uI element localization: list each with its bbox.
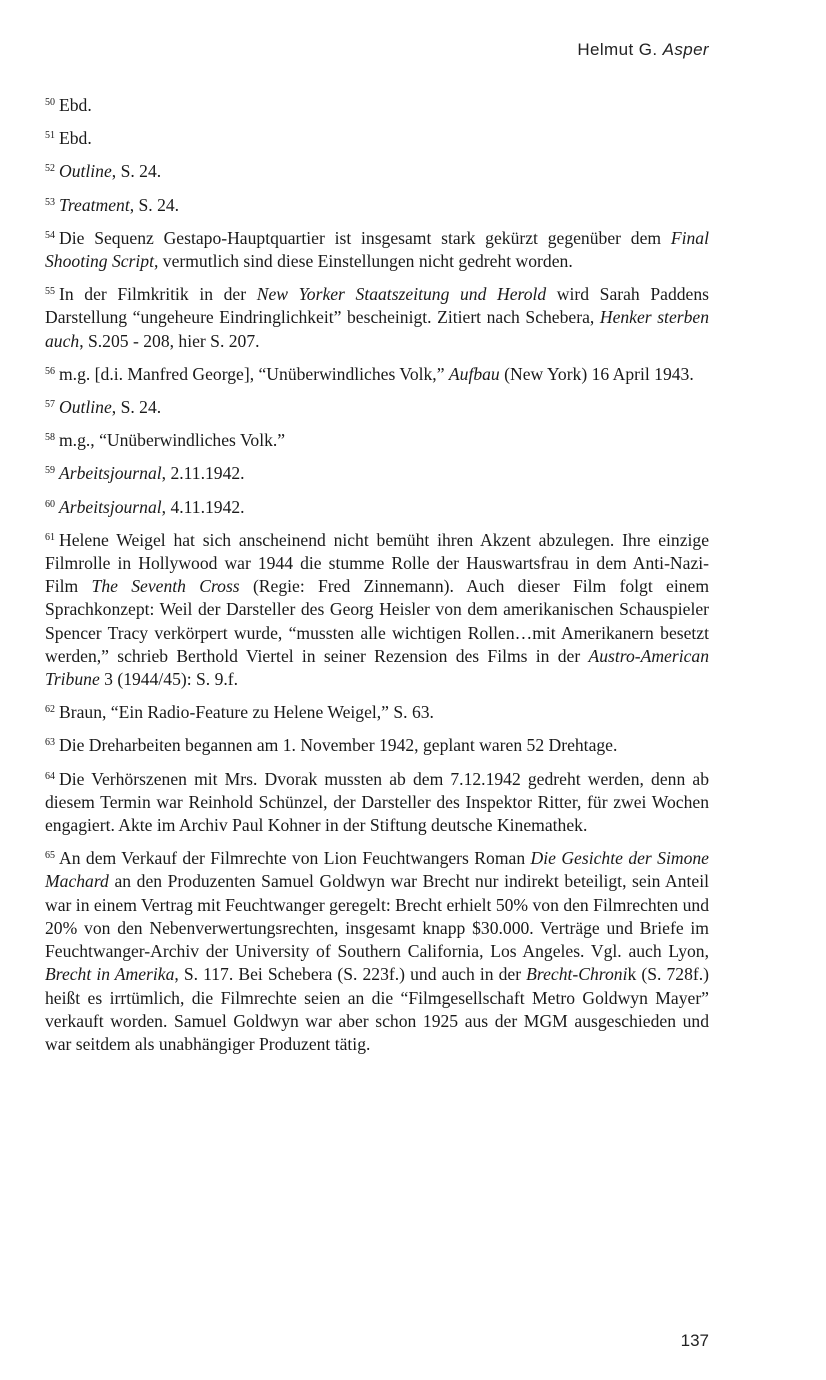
footnote-number: 57 (45, 399, 55, 411)
footnote-number: 51 (45, 130, 55, 142)
footnote-text: , S. 24. (129, 194, 180, 215)
footnote-number: 50 (45, 97, 55, 108)
footnote-65 (45, 847, 709, 1056)
footnote-64 (45, 768, 709, 838)
footnote-text: Ebd. (59, 95, 92, 115)
footnote-text: , S. 24. (111, 161, 162, 182)
footnote-text: , S.205 - 208, hier S. 207. (79, 330, 260, 351)
footnote-53 (45, 194, 709, 217)
footnote-italic-text: Brecht-Chroni (526, 964, 628, 985)
running-head (577, 40, 709, 60)
footnote-number: 53 (45, 196, 55, 208)
footnote-number: 52 (45, 163, 55, 175)
footnote-text: , 2.11.1942. (161, 463, 245, 484)
footnote-text: an den Produzenten Samuel Goldwyn war Brecht nur indirekt beteiligt, sein Anteil war in einem Vertrag mit Feuchtwanger geregelt: Brecht erhielt 50% von den Filmrechten und 20% von den Nebenverwertungsrechten, insgesamt knapp $30.000. Verträge und Briefe im Feuchtwanger-Archiv der University of Southern California, Los Angeles. Vgl. auch Lyon, (45, 871, 709, 962)
footnote-50 (45, 94, 709, 117)
footnote-52 (45, 160, 709, 183)
footnote-text: Die Verhörszenen mit Mrs. Dvorak mussten ab dem 7.12.1942 gedreht werden, denn ab diesem Termin war Reinhold Schünzel, der Darsteller des Inspektor Ritter, für zwei Wochen engagiert. Akte im Archiv Paul Kohner in der Stiftung deutsche Kinemathek. (45, 768, 709, 836)
footnote-italic-text: Aufbau (448, 363, 500, 384)
footnote-text: (Regie: Fred Zinnemann). Auch dieser Film folgt einem Sprachkonzept: Weil der Darsteller des Georg Heisler von dem amerikanischen Schauspieler Spencer Tracy verkörpert wurde, “mussten alle wichtigen Rollen…mit Amerikanern besetzt werden,” schrieb Berthold Viertel in seiner Rezension des Films in der (45, 576, 710, 666)
footnote-text: wird Sarah Paddens Darstellung “ungeheure Eindringlichkeit” bescheinigt. Zitiert nach Schebera, (45, 284, 709, 328)
footnote-text: 3 (1944/45): S. 9.f. (99, 669, 239, 690)
footnote-number: 55 (45, 286, 55, 298)
footnote-text: Braun, “Ein Radio-Feature zu Helene Weigel,” S. 63. (59, 702, 434, 723)
footnote-number: 64 (45, 770, 55, 782)
footnote-number: 65 (45, 850, 55, 862)
footnote-59 (45, 462, 709, 485)
footnote-italic-text: Austro-American Tribune (45, 645, 709, 690)
footnote-number: 60 (45, 498, 55, 510)
footnote-number: 54 (45, 229, 55, 241)
footnote-54 (45, 227, 709, 273)
footnote-number: 58 (45, 432, 55, 444)
footnote-italic-text: The Seventh Cross (91, 576, 240, 597)
footnote-italic-text: Die Gesichte der Simone Machard (45, 848, 709, 892)
footnotes-list (45, 94, 709, 1066)
footnote-text: An dem Verkauf der Filmrechte von Lion Feuchtwangers Roman (59, 848, 531, 869)
footnote-italic-text: Outline (59, 397, 112, 418)
footnote-number: 61 (45, 531, 55, 543)
footnote-italic-text: Henker sterben auch (45, 307, 709, 351)
footnote-number: 62 (45, 704, 55, 716)
footnote-text: Die Dreharbeiten begannen am 1. November 1942, geplant waren 52 Drehtage. (59, 735, 618, 756)
footnote-63 (45, 734, 709, 757)
footnote-italic-text: Final Shooting Script (45, 227, 709, 272)
footnote-italic-text: Arbeitsjournal (59, 463, 162, 484)
footnote-57 (45, 396, 709, 419)
footnote-56 (45, 363, 709, 386)
running-head-author-last: Asper (662, 40, 709, 59)
footnote-text: m.g. [d.i. Manfred George], “Unüberwindliches Volk,” (59, 363, 449, 384)
footnote-italic-text: Arbeitsjournal (59, 496, 162, 517)
footnote-text: k (S. 728f.) heißt es irrtümlich, die Filmrechte seien an die “Filmgesellschaft Metro Goldwyn Mayer” verkauft worden. Samuel Goldwyn war aber schon 1925 aus der MGM ausgeschieden und war seitdem als unabhängiger Produzent tätig. (45, 964, 709, 1054)
footnote-number: 63 (45, 737, 55, 749)
footnote-italic-text: Brecht in Amerika (45, 964, 175, 985)
footnote-italic-text: New Yorker Staatszeitung und Herold (256, 284, 547, 305)
footnote-61 (45, 529, 709, 691)
footnote-number: 56 (45, 365, 55, 377)
footnote-text: m.g., “Unüberwindliches Volk.” (59, 430, 286, 451)
footnote-text: , 4.11.1942. (161, 496, 245, 517)
footnote-text: , vermutlich sind diese Einstellungen nicht gedreht worden. (153, 251, 573, 272)
footnote-text: Helene Weigel hat sich anscheinend nicht bemüht ihren Akzent abzulegen. Ihre einzige Filmrolle in Hollywood war 1944 die stumme Rolle der Hauswartsfrau in dem Anti-Nazi-Film (45, 529, 709, 597)
footnote-60 (45, 496, 709, 519)
footnote-text: , S. 117. Bei Schebera (S. 223f.) und auch in der (174, 964, 527, 985)
footnote-text: (New York) 16 April 1943. (499, 363, 694, 384)
footnote-55 (45, 283, 709, 353)
footnote-62 (45, 701, 709, 724)
footnote-51 (45, 127, 709, 150)
footnote-number: 59 (45, 465, 55, 477)
footnote-text: , S. 24. (111, 397, 162, 418)
footnote-text: Die Sequenz Gestapo-Hauptquartier ist insgesamt stark gekürzt gegenüber dem (59, 227, 671, 248)
footnote-italic-text: Outline (59, 161, 112, 182)
running-head-author-first: Helmut G. (577, 40, 658, 59)
footnote-italic-text: Treatment (59, 194, 130, 215)
page-number: 137 (680, 1331, 709, 1350)
footnote-58 (45, 429, 709, 452)
footnote-text: Ebd. (59, 128, 92, 149)
footnote-text: In der Filmkritik in der (59, 284, 257, 305)
